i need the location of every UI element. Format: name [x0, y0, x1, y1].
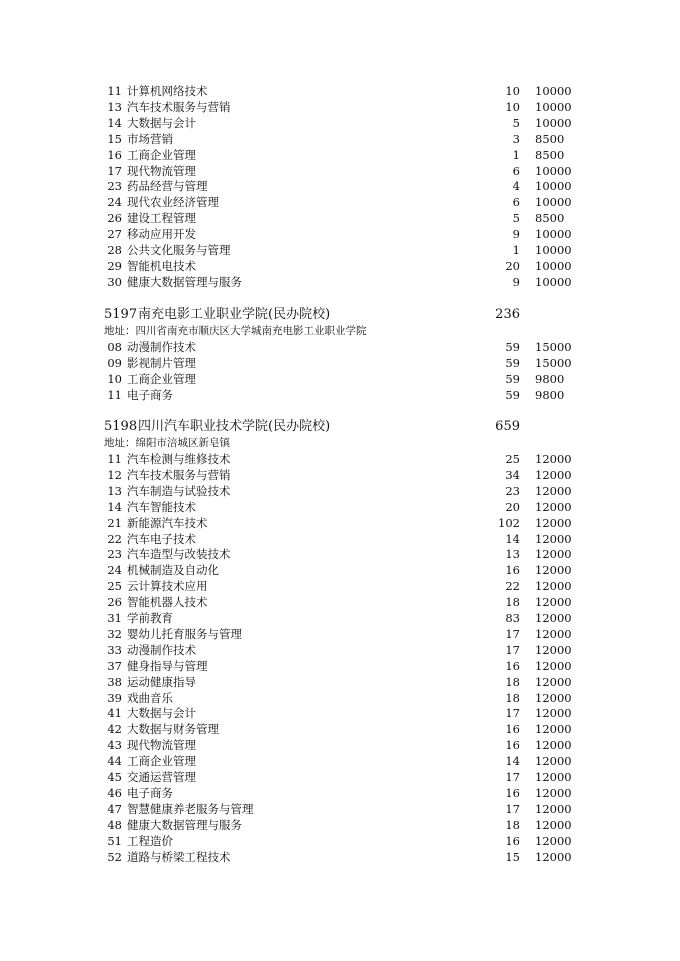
table-row	[0, 483, 680, 499]
program-code: 21	[107, 515, 122, 530]
program-code: 23	[107, 547, 122, 562]
table-row	[0, 515, 680, 531]
program-name: 电子商务	[127, 387, 173, 402]
table-row	[0, 178, 680, 194]
tuition-fee: 12000	[535, 642, 572, 657]
program-code: 41	[107, 706, 122, 721]
program-code: 52	[107, 849, 122, 864]
tuition-fee: 10000	[535, 243, 572, 257]
program-code: 22	[107, 531, 122, 546]
enrollment-count: 5	[512, 115, 520, 130]
program-code: 12	[107, 467, 122, 482]
table-row	[0, 163, 680, 179]
table-row	[0, 194, 680, 210]
enrollment-count: 16	[505, 722, 520, 737]
enrollment-count: 10	[505, 99, 520, 114]
tuition-fee: 12000	[535, 738, 572, 753]
enrollment-count: 59	[505, 371, 520, 386]
enrollment-count: 9	[512, 227, 520, 242]
tuition-fee: 12000	[535, 499, 572, 514]
program-name: 动漫制作技术	[127, 642, 196, 657]
tuition-fee: 12000	[535, 467, 572, 482]
table-row	[0, 801, 680, 817]
enrollment-count: 6	[512, 195, 520, 210]
program-name: 现代农业经济管理	[127, 195, 219, 210]
program-name: 智能机电技术	[127, 258, 196, 273]
table-row	[0, 817, 680, 833]
tuition-fee: 15000	[535, 355, 572, 370]
program-name: 汽车电子技术	[127, 531, 196, 546]
tuition-fee: 12000	[535, 452, 572, 466]
table-row	[0, 658, 680, 674]
enrollment-count: 10	[505, 84, 520, 98]
table-row	[0, 242, 680, 258]
enrollment-count: 59	[505, 387, 520, 402]
tuition-fee: 12000	[535, 515, 572, 530]
tuition-fee: 10000	[535, 99, 572, 114]
program-code: 42	[107, 722, 122, 737]
school-id: 5197	[104, 307, 138, 322]
tuition-fee: 12000	[535, 531, 572, 546]
table-row	[0, 610, 680, 626]
program-name: 健康大数据管理与服务	[127, 274, 242, 289]
enrollment-count: 59	[505, 340, 520, 354]
program-name: 汽车制造与试验技术	[127, 483, 231, 498]
program-name: 大数据与会计	[127, 115, 196, 130]
program-name: 建设工程管理	[127, 211, 196, 226]
enrollment-count: 13	[505, 547, 520, 562]
enrollment-count: 16	[505, 658, 520, 673]
table-row	[0, 467, 680, 483]
program-code: 09	[107, 355, 122, 370]
program-code: 14	[107, 115, 122, 130]
program-name: 大数据与财务管理	[127, 722, 219, 737]
enrollment-count: 15	[505, 849, 520, 864]
table-row	[0, 355, 680, 371]
program-code: 11	[107, 387, 122, 402]
school-header-5197	[0, 306, 680, 324]
program-name: 汽车智能技术	[127, 499, 196, 514]
program-code: 24	[107, 563, 122, 578]
tuition-fee: 12000	[535, 690, 572, 705]
program-code: 13	[107, 99, 122, 114]
program-name: 汽车造型与改装技术	[127, 547, 231, 562]
enrollment-count: 18	[505, 817, 520, 832]
program-code: 28	[107, 243, 122, 257]
table-row	[0, 690, 680, 706]
enrollment-count: 20	[505, 258, 520, 273]
table-row	[0, 451, 680, 467]
program-name: 移动应用开发	[127, 227, 196, 242]
table-row	[0, 339, 680, 355]
program-code: 45	[107, 770, 122, 784]
tuition-fee: 12000	[535, 770, 572, 784]
enrollment-count: 34	[505, 467, 520, 482]
program-name: 婴幼儿托育服务与管理	[127, 626, 242, 641]
tuition-fee: 12000	[535, 483, 572, 498]
tuition-fee: 12000	[535, 754, 572, 769]
table-row	[0, 226, 680, 242]
program-code: 10	[107, 371, 122, 386]
enrollment-count: 1	[512, 243, 520, 257]
program-code: 39	[107, 690, 122, 705]
tuition-fee: 10000	[535, 195, 572, 210]
tuition-fee: 10000	[535, 163, 572, 178]
enrollment-count: 23	[505, 483, 520, 498]
school-id: 5198	[104, 419, 138, 434]
program-code: 38	[107, 674, 122, 689]
table-row	[0, 387, 680, 403]
enrollment-count: 14	[505, 531, 520, 546]
table-row	[0, 849, 680, 865]
enrollment-count: 17	[505, 642, 520, 657]
tuition-fee: 12000	[535, 658, 572, 673]
program-name: 汽车技术服务与营销	[127, 467, 231, 482]
program-code: 48	[107, 817, 122, 832]
enrollment-count: 1	[512, 147, 520, 162]
school-address: 地址：四川省南充市顺庆区大学城南充电影工业职业学院	[104, 325, 367, 337]
table-row	[0, 642, 680, 658]
table-row	[0, 594, 680, 610]
program-code: 31	[107, 611, 122, 625]
program-code: 15	[107, 131, 122, 146]
enrollment-count: 17	[505, 801, 520, 816]
program-name: 工商企业管理	[127, 754, 196, 769]
enrollment-count: 6	[512, 163, 520, 178]
enrollment-count: 18	[505, 690, 520, 705]
enrollment-count: 83	[505, 611, 520, 625]
tuition-fee: 12000	[535, 626, 572, 641]
program-name: 市场营销	[127, 131, 173, 146]
enrollment-count: 20	[505, 499, 520, 514]
table-row	[0, 705, 680, 721]
program-name: 工商企业管理	[127, 371, 196, 386]
table-row	[0, 833, 680, 849]
enrollment-count: 17	[505, 770, 520, 784]
school-header-5198	[0, 418, 680, 436]
program-name: 机械制造及自动化	[127, 563, 219, 578]
program-code: 47	[107, 801, 122, 816]
program-code: 51	[107, 833, 122, 848]
table-row	[0, 210, 680, 226]
table-row	[0, 115, 680, 131]
enrollment-count: 18	[505, 674, 520, 689]
table-row	[0, 274, 680, 290]
program-code: 27	[107, 227, 122, 242]
program-code: 08	[107, 340, 122, 354]
table-row	[0, 785, 680, 801]
program-code: 24	[107, 195, 122, 210]
program-name: 健康大数据管理与服务	[127, 817, 242, 832]
tuition-fee: 9800	[535, 371, 565, 386]
enrollment-count: 16	[505, 563, 520, 578]
program-name: 现代物流管理	[127, 738, 196, 753]
enrollment-count: 59	[505, 355, 520, 370]
program-name: 药品经营与管理	[127, 179, 208, 194]
enrollment-count: 16	[505, 785, 520, 800]
program-name: 公共文化服务与管理	[127, 243, 231, 257]
tuition-fee: 12000	[535, 817, 572, 832]
tuition-fee: 12000	[535, 547, 572, 562]
program-code: 25	[107, 579, 122, 594]
program-code: 44	[107, 754, 122, 769]
school-total: 659	[495, 419, 520, 434]
tuition-fee: 10000	[535, 179, 572, 194]
enrollment-count: 5	[512, 211, 520, 226]
enrollment-count: 4	[512, 179, 520, 194]
tuition-fee: 12000	[535, 801, 572, 816]
tuition-fee: 12000	[535, 579, 572, 594]
table-row	[0, 531, 680, 547]
program-name: 戏曲音乐	[127, 690, 173, 705]
tuition-fee: 8500	[535, 147, 565, 162]
program-code: 46	[107, 785, 122, 800]
table-row	[0, 562, 680, 578]
table-row	[0, 499, 680, 515]
program-code: 32	[107, 626, 122, 641]
table-row	[0, 147, 680, 163]
tuition-fee: 8500	[535, 211, 565, 226]
program-name: 交通运营管理	[127, 770, 196, 784]
enrollment-count: 16	[505, 738, 520, 753]
table-row	[0, 578, 680, 594]
enrollment-count: 102	[498, 515, 520, 530]
tuition-fee: 12000	[535, 674, 572, 689]
enrollment-count: 14	[505, 754, 520, 769]
enrollment-count: 16	[505, 833, 520, 848]
tuition-fee: 10000	[535, 274, 572, 289]
program-code: 30	[107, 274, 122, 289]
enrollment-count: 9	[512, 274, 520, 289]
program-name: 工程造价	[127, 833, 173, 848]
table-row	[0, 83, 680, 99]
tuition-fee: 8500	[535, 131, 565, 146]
enrollment-count: 18	[505, 595, 520, 610]
program-name: 学前教育	[127, 611, 173, 625]
tuition-fee: 9800	[535, 387, 565, 402]
enrollment-count: 3	[512, 131, 520, 146]
tuition-fee: 12000	[535, 563, 572, 578]
program-name: 汽车检测与维修技术	[127, 452, 231, 466]
table-row	[0, 626, 680, 642]
program-code: 26	[107, 211, 122, 226]
tuition-fee: 12000	[535, 611, 572, 625]
table-row	[0, 769, 680, 785]
tuition-fee: 15000	[535, 340, 572, 354]
program-code: 29	[107, 258, 122, 273]
table-row	[0, 753, 680, 769]
tuition-fee: 12000	[535, 849, 572, 864]
enrollment-count: 17	[505, 706, 520, 721]
program-name: 汽车技术服务与营销	[127, 99, 231, 114]
table-row	[0, 546, 680, 562]
program-code: 13	[107, 483, 122, 498]
tuition-fee: 12000	[535, 833, 572, 848]
tuition-fee: 10000	[535, 258, 572, 273]
tuition-fee: 10000	[535, 227, 572, 242]
table-row	[0, 737, 680, 753]
program-code: 23	[107, 179, 122, 194]
school-name: 南充电影工业职业学院(民办院校)	[138, 307, 331, 322]
program-name: 电子商务	[127, 785, 173, 800]
program-code: 16	[107, 147, 122, 162]
table-row	[0, 258, 680, 274]
enrollment-count: 22	[505, 579, 520, 594]
table-row	[0, 371, 680, 387]
program-code: 37	[107, 658, 122, 673]
program-name: 计算机网络技术	[127, 84, 208, 98]
program-name: 动漫制作技术	[127, 340, 196, 354]
table-row	[0, 721, 680, 737]
program-code: 14	[107, 499, 122, 514]
program-code: 11	[107, 452, 122, 466]
program-name: 工商企业管理	[127, 147, 196, 162]
enrollment-count: 25	[505, 452, 520, 466]
program-name: 云计算技术应用	[127, 579, 208, 594]
tuition-fee: 10000	[535, 115, 572, 130]
tuition-fee: 12000	[535, 595, 572, 610]
program-name: 运动健康指导	[127, 674, 196, 689]
program-name: 新能源汽车技术	[127, 515, 208, 530]
tuition-fee: 12000	[535, 785, 572, 800]
program-code: 17	[107, 163, 122, 178]
table-row	[0, 131, 680, 147]
school-total: 236	[495, 307, 520, 322]
program-code: 26	[107, 595, 122, 610]
tuition-fee: 12000	[535, 706, 572, 721]
program-name: 影视制片管理	[127, 355, 196, 370]
school-address: 地址：绵阳市涪城区新皂镇	[104, 437, 230, 449]
table-row	[0, 99, 680, 115]
program-name: 智慧健康养老服务与管理	[127, 801, 254, 816]
tuition-fee: 10000	[535, 84, 572, 98]
program-code: 43	[107, 738, 122, 753]
program-name: 智能机器人技术	[127, 595, 208, 610]
program-name: 健身指导与管理	[127, 658, 208, 673]
table-row	[0, 674, 680, 690]
program-name: 大数据与会计	[127, 706, 196, 721]
tuition-fee: 12000	[535, 722, 572, 737]
enrollment-count: 17	[505, 626, 520, 641]
school-name: 四川汽车职业技术学院(民办院校)	[138, 419, 331, 434]
program-code: 33	[107, 642, 122, 657]
program-code: 11	[107, 84, 122, 98]
program-name: 道路与桥梁工程技术	[127, 849, 231, 864]
program-name: 现代物流管理	[127, 163, 196, 178]
